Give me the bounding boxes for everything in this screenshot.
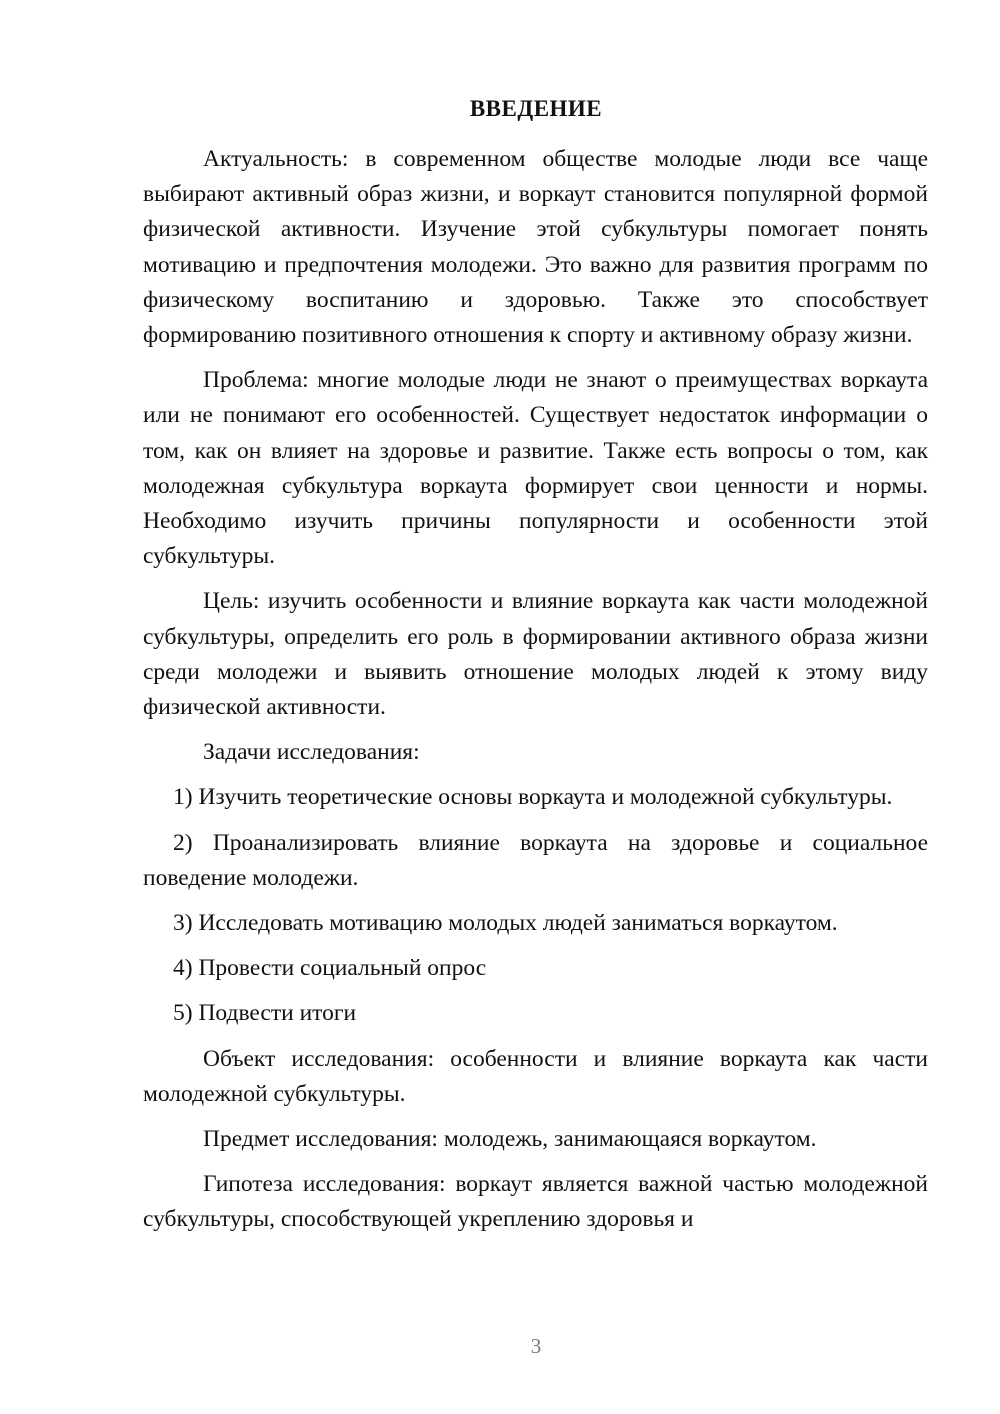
paragraph-problem: Проблема: многие молодые люди не знают о преимуществах воркаута или не понимают его особенностей. Существует недостаток информации о том, как он влияет на здоровье и развитие. Также есть вопросы о том, как молодежная субкультура воркаута формирует свои ценности и нормы. Необходимо изучить причины популярности и особенности этой субкультуры. bbox=[143, 367, 928, 570]
paragraph-relevance: Актуальность: в современном обществе молодые люди все чаще выбирают активный образ жизни, и воркаут становится популярной формой физической активности. Изучение этой субкультуры помогает понять мотивацию и предпочтения молодежи. Это важно для развития программ по физическому воспитанию и здоровью. Также это способствует формированию позитивного отношения к спорту и активному образу жизни. bbox=[143, 146, 928, 349]
tasks-heading: Задачи исследования: bbox=[203, 739, 420, 766]
page-number: 3 bbox=[530, 1334, 542, 1358]
paragraph-subject: Предмет исследования: молодежь, занимающаяся воркаутом. bbox=[203, 1126, 817, 1153]
document-body bbox=[143, 142, 928, 1238]
task-item-5: 5) Подвести итоги bbox=[173, 1000, 357, 1027]
task-item-1: 1) Изучить теоретические основы воркаута и молодежной субкультуры. bbox=[173, 784, 893, 811]
paragraph-goal: Цель: изучить особенности и влияние воркаута как части молодежной субкультуры, определить его роль в формировании активного образа жизни среди молодежи и выявить отношение молодых людей к этому виду физической активности. bbox=[143, 588, 928, 721]
paragraph-object: Объект исследования: особенности и влияние воркаута как части молодежной субкультуры. bbox=[143, 1045, 928, 1107]
section-title: ВВЕДЕНИЕ bbox=[469, 96, 603, 121]
task-item-3: 3) Исследовать мотивацию молодых людей заниматься воркаутом. bbox=[173, 910, 838, 937]
task-item-4: 4) Провести социальный опрос bbox=[173, 955, 487, 982]
task-item-2: 2) Проанализировать влияние воркаута на здоровье и социальное поведение молодежи. bbox=[143, 829, 928, 891]
paragraph-hypothesis: Гипотеза исследования: воркаут является важной частью молодежной субкультуры, способствующей укреплению здоровья и bbox=[143, 1171, 928, 1233]
